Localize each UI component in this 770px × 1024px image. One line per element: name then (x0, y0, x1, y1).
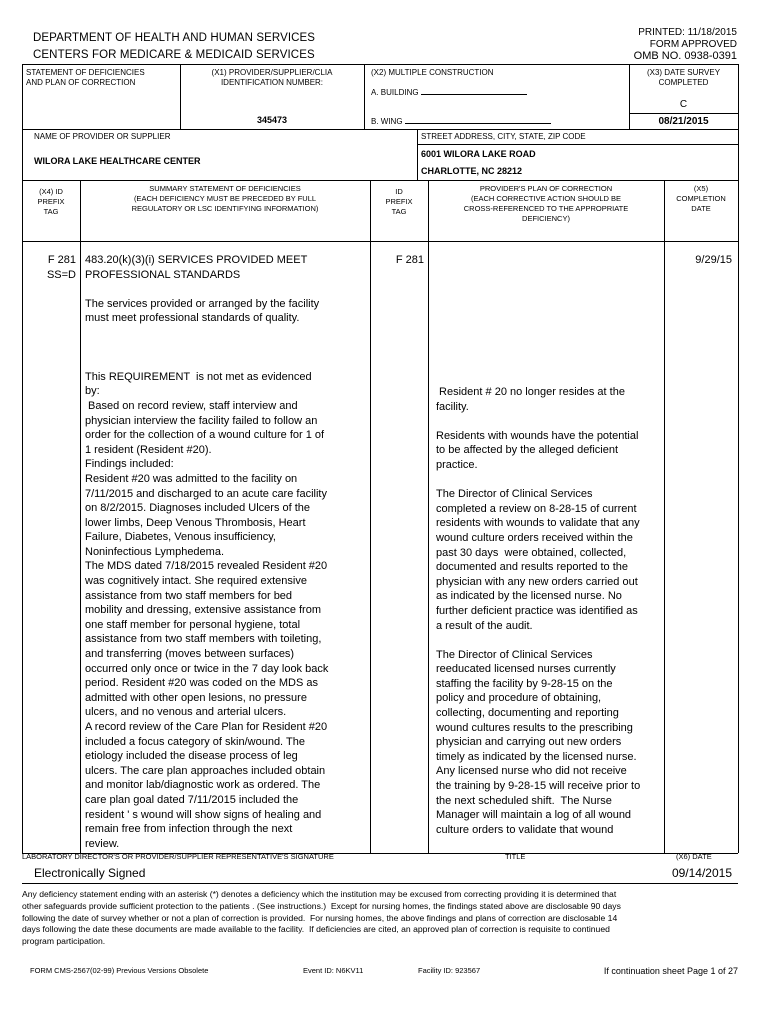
omb-number: OMB NO. 0938-0391 (633, 50, 737, 62)
centers-title: CENTERS FOR MEDICARE & MEDICAID SERVICES (33, 49, 315, 61)
signature-label: LABORATORY DIRECTOR'S OR PROVIDER/SUPPLIER REPRESENTATIVE'S SIGNATURE (22, 852, 334, 861)
form-number: FORM CMS-2567(02-99) Previous Versions Obsolete (30, 966, 209, 975)
provider-name-label: NAME OF PROVIDER OR SUPPLIER (34, 132, 171, 141)
survey-date: 08/21/2015 (658, 116, 709, 127)
statement-label: STATEMENT OF DEFICIENCIES AND PLAN OF CORRECTION (26, 68, 145, 87)
scope-severity: SS=D (46, 269, 76, 281)
address-label: STREET ADDRESS, CITY, STATE, ZIP CODE (421, 132, 586, 141)
id-header: ID PREFIX TAG (385, 187, 413, 216)
page-indicator: If continuation sheet Page 1 of 27 (603, 966, 738, 976)
multiple-construction-label: (X2) MULTIPLE CONSTRUCTION (371, 68, 494, 77)
address-line-2: CHARLOTTE, NC 28212 (421, 166, 523, 176)
provider-id-label: (X1) PROVIDER/SUPPLIER/CLIA IDENTIFICATION NUMBER: (211, 68, 333, 87)
title-label: TITLE (505, 852, 526, 861)
survey-type: C (679, 99, 688, 110)
disclaimer: Any deficiency statement ending with an asterisk (*) denotes a deficiency which the institution may be excused from correcting providing it is determined that other safeguards provide sufficient protection to the patients . (See instructions.) Except for nursing homes, the findings stated above are disclosable 90 days following the date of survey whether or not a plan of correction is provided. For nursing homes, the above findings and plans of correction are disclosable 14 days following the date these documents are made available to the facility. If deficiencies are cited, an approved plan of correction is requisite to continued program participation. (22, 889, 621, 947)
printed-date: PRINTED: 11/18/2015 (638, 27, 737, 38)
form-approved: FORM APPROVED (649, 39, 737, 50)
department-title: DEPARTMENT OF HEALTH AND HUMAN SERVICES (33, 32, 316, 44)
tag-right: F 281 (395, 254, 424, 266)
x6-date-label: (X6) DATE (676, 852, 712, 861)
facility-id: Facility ID: 923567 (418, 966, 481, 975)
x5-header: (X5) COMPLETION DATE (676, 184, 726, 213)
plan-of-correction: Resident # 20 no longer resides at the facility. Residents with wounds have the potential to be affected by the alleged deficient practice. The Director of Clinical Services completed a review on 8-28-15 of current residents with wounds to validate that any wound culture orders received within the past 30 days were obtained, collected, documented and results reported to the physician with any new orders carried out as indicated by the licensed nurse. No further deficient practice was identified as a result of the audit. The Director of Clinical Services reeducated licensed nurses currently staffing the facility by 9-28-15 on the policy and procedure of obtaining, collecting, documenting and reporting wound cultures results to the prescribing physician and carrying out new orders timely as indicated by the licensed nurse. Any licensed nurse who did not receive the training by 9-28-15 will receive prior to the next scheduled shift. The Nurse Manager will maintain a log of all wound culture orders to validate that wound (436, 386, 641, 836)
provider-name: WILORA LAKE HEALTHCARE CENTER (34, 156, 201, 166)
signature-date: 09/14/2015 (671, 866, 732, 880)
date-survey-label: (X3) DATE SURVEY COMPLETED (646, 68, 721, 87)
wing-field: B. WING (371, 114, 551, 127)
event-id: Event ID: N6KV11 (303, 966, 364, 975)
deficiency-statement: 483.20(k)(3)(i) SERVICES PROVIDED MEET PROFESSIONAL STANDARDS The services provided or arranged by the facility must meet professional standards of quality. This REQUIREMENT is not met as evidenced by: Based on record review, staff interview and physician interview the facility failed to follow an order for the collection of a wound culture for 1 of 1 resident (Resident #20). Findings included: Resident #20 was admitted to the facility on 7/11/2015 and discharged to an acute care facility on 8/2/2015. Diagnoses included Ulcers of the lower limbs, Deep Venous Thrombosis, Heart Failure, Diabetes, Venous insufficiency, Noninfectious Lymphedema. The MDS dated 7/18/2015 revealed Resident #20 was cognitively intact. She required extensive assistance from two staff members for bed mobility and dressing, extensive assistance from one staff member for personal hygiene, total assistance from two staff members with toileting, and transferring (moves between surfaces) occurred only once or twice in the 7 day look back period. Resident #20 was coded on the MDS as admitted with other open lesions, no pressure ulcers, and no venous and arterial ulcers. A record review of the Care Plan for Resident #20 included a focus category of skin/wound. The etiology included the disease process of leg ulcers. The care plan approaches included obtain and monitor lab/diagnostic work as ordered. The care plan goal dated 7/11/2015 included the resident ' s wound will show signs of healing and remain free from infection through the next review. (85, 254, 329, 850)
tag-left: F 281 (47, 254, 76, 266)
provider-id-value: 345473 (256, 115, 288, 125)
summary-header: SUMMARY STATEMENT OF DEFICIENCIES (EACH DEFICIENCY MUST BE PRECEDED BY FULL REGULATORY OR LSC IDENTIFYING INFORMATION) (131, 184, 319, 213)
electronic-signature: Electronically Signed (34, 866, 146, 880)
building-field: A. BUILDING (371, 85, 527, 98)
address-line-1: 6001 WILORA LAKE ROAD (421, 149, 536, 159)
plan-header: PROVIDER'S PLAN OF CORRECTION (EACH CORRECTIVE ACTION SHOULD BE CROSS-REFERENCED TO THE APPROPRIATE DEFICIENCY) (463, 184, 629, 223)
completion-date: 9/29/15 (695, 254, 732, 266)
x4-header: (X4) ID PREFIX TAG (37, 187, 65, 216)
